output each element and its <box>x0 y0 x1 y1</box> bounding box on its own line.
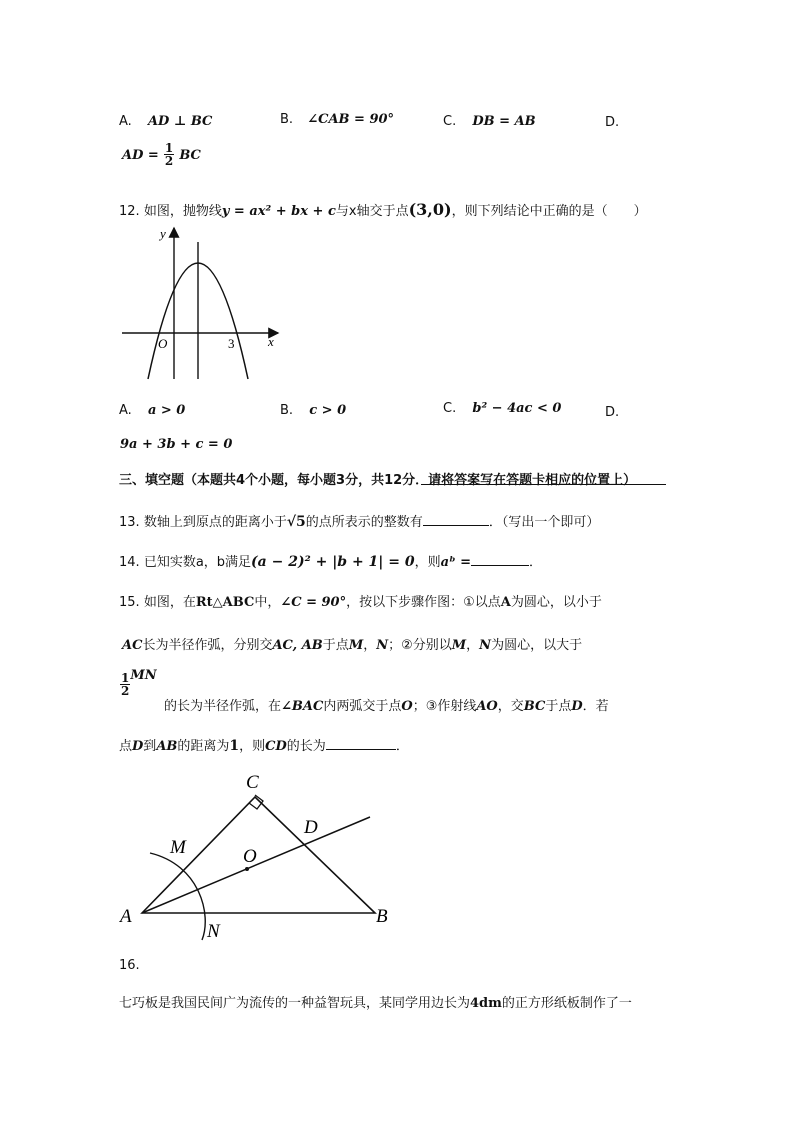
q15-line-2: AC长为半径作弧，分别交AC, AB于点M，N；②分别以M，N为圆心，以大于 <box>122 638 583 653</box>
q14-stem: 14. 已知实数a，b满足(a − 2)² + |b + 1| = 0，则aᵇ = ． <box>119 554 542 570</box>
label-a: A <box>120 906 132 927</box>
section-title: 三、填空题（本题共4个小题，每小题3分，共12分．请将答案写在答题卡相应的位置上） <box>119 473 637 488</box>
q15-answer-blank[interactable] <box>326 737 396 750</box>
y-axis-label: y <box>160 226 166 241</box>
label-d: D <box>304 817 318 838</box>
q12-option-a: A. a > 0 <box>119 403 186 418</box>
triangle-figure <box>110 765 410 950</box>
label-n: N <box>207 921 220 942</box>
q11-option-b-expr: ∠CAB = 90° <box>307 112 395 127</box>
label-m: M <box>170 837 186 858</box>
q13-answer-blank[interactable] <box>423 513 489 526</box>
label-b: B <box>376 906 388 927</box>
x-intercept-label: 3 <box>228 336 235 351</box>
q11-option-d-expr: AD = $\frac{1}{2}$ BC <box>122 141 201 168</box>
q16-stem: 七巧板是我国民间广为流传的一种益智玩具，某同学用边长为4dm的正方形纸板制作了一 <box>119 996 632 1011</box>
q15-line-3: $\frac{1}{2}$ MN <box>121 668 157 698</box>
q11-option-c: C. DB = AB <box>443 114 536 129</box>
q15-line-1: 15. 如图，在Rt△ABC中，∠C = 90°，按以下步骤作图：①以点A为圆心，以小于 <box>119 595 602 610</box>
q11-option-b: B. ∠CAB = 90° <box>280 112 395 127</box>
x-axis-label: x <box>268 334 274 349</box>
origin-label: O <box>158 336 168 351</box>
q12-option-d-expr: 9a + 3b + c = 0 <box>120 437 233 452</box>
section-title-underline <box>421 484 666 485</box>
q11-option-c-expr: DB = AB <box>472 114 536 129</box>
q15-line-3-text: 的长为半径作弧，在∠BAC内两弧交于点O；③作射线AO，交BC于点D．若 <box>164 699 609 714</box>
parabola-graph <box>118 222 288 387</box>
point-o <box>245 867 249 871</box>
q16-number: 16. <box>119 958 140 973</box>
q12-option-d-label: D. <box>605 405 620 420</box>
label-o: O <box>243 846 257 867</box>
q12-stem: 12. 如图，抛物线y = ax² + bx + c与x轴交于点(3,0)，则下列结论中正确的是（ ） <box>119 200 647 219</box>
q12-option-c: C. b² − 4ac < 0 <box>443 401 562 416</box>
label-c: C <box>246 772 259 793</box>
q12-equation: y = ax² + bx + c <box>221 204 336 219</box>
q13-stem: 13. 数轴上到原点的距离小于√5的点所表示的整数有 ．（写出一个即可） <box>119 514 600 530</box>
q11-option-a: A. AD ⊥ BC <box>119 114 213 129</box>
q14-answer-blank[interactable] <box>471 553 529 566</box>
q15-line-4: 点D到AB的距离为1，则CD的长为 ． <box>119 738 409 754</box>
q11-option-a-expr: AD ⊥ BC <box>147 114 213 129</box>
q11-option-d-label: D. <box>605 115 620 130</box>
q12-option-b: B. c > 0 <box>280 403 347 418</box>
